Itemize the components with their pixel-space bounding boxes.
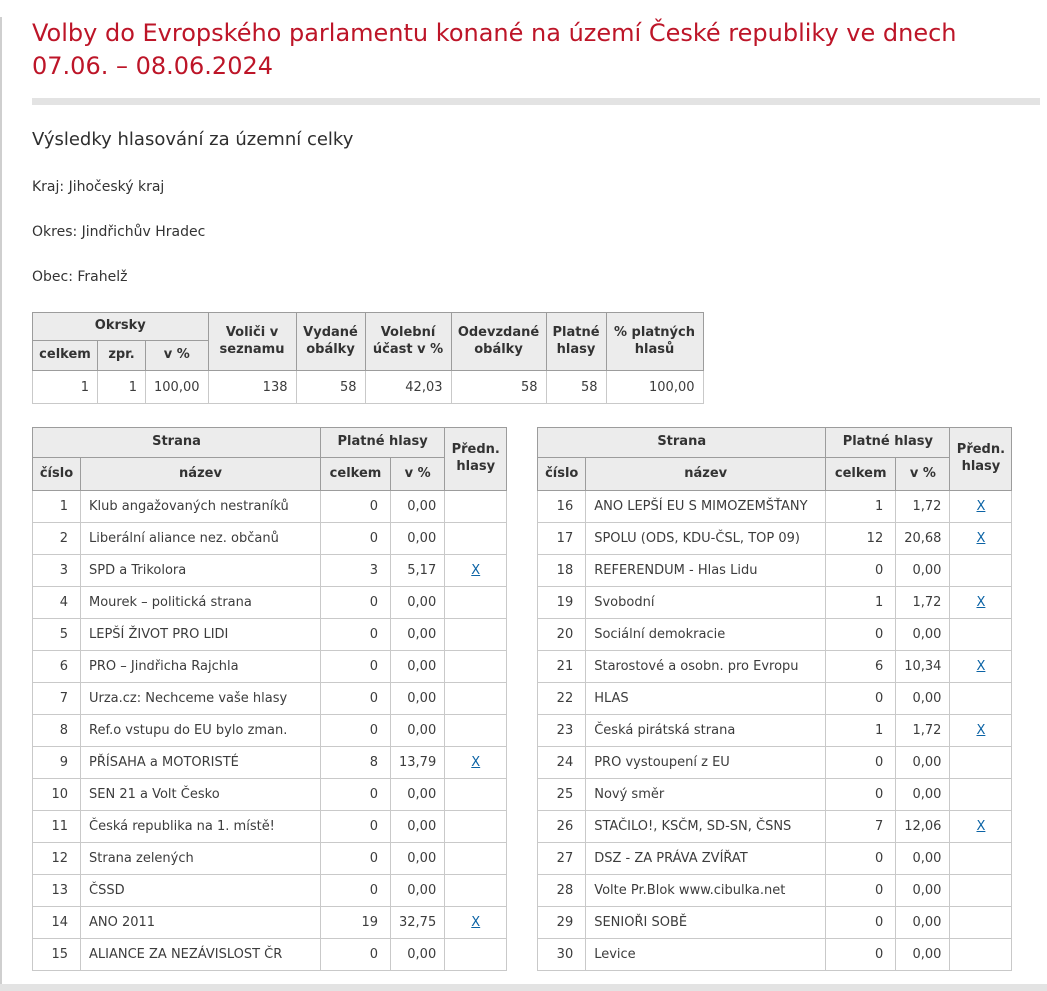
summary-data-row xyxy=(33,371,704,404)
party-name: Sociální demokracie xyxy=(586,619,826,651)
party-pref-cell xyxy=(445,811,507,843)
party-votes-total: 1 xyxy=(826,491,896,523)
summary-header-odevzdane: Odevzdané obálky xyxy=(451,313,546,371)
party-votes-total: 0 xyxy=(826,683,896,715)
party-votes-pct: 0,00 xyxy=(391,619,445,651)
party-table-right xyxy=(537,427,1012,971)
party-pref-cell xyxy=(950,683,1012,715)
party-row xyxy=(33,683,507,715)
party-pref-cell xyxy=(950,715,1012,747)
party-row xyxy=(538,715,1012,747)
party-header-predn-hlasy: Předn. hlasy xyxy=(950,428,1012,491)
party-votes-pct: 0,00 xyxy=(391,491,445,523)
party-row xyxy=(538,651,1012,683)
party-votes-pct: 0,00 xyxy=(896,779,950,811)
party-number: 19 xyxy=(538,587,586,619)
party-votes-total: 19 xyxy=(321,907,391,939)
party-header-cislo: číslo xyxy=(538,458,586,491)
party-pref-cell xyxy=(950,811,1012,843)
party-row xyxy=(538,747,1012,779)
party-votes-pct: 1,72 xyxy=(896,587,950,619)
party-votes-pct: 0,00 xyxy=(391,843,445,875)
party-pref-cell xyxy=(445,555,507,587)
party-pref-cell xyxy=(445,747,507,779)
party-number: 10 xyxy=(33,779,81,811)
party-votes-pct: 12,06 xyxy=(896,811,950,843)
party-name: Urza.cz: Nechceme vaše hlasy xyxy=(81,683,321,715)
party-votes-total: 3 xyxy=(321,555,391,587)
party-header-platne-hlasy: Platné hlasy xyxy=(321,428,445,458)
party-pref-cell xyxy=(445,779,507,811)
party-votes-pct: 0,00 xyxy=(391,811,445,843)
preferential-votes-link[interactable]: X xyxy=(976,499,986,514)
party-number: 21 xyxy=(538,651,586,683)
summary-okrsky-celkem: 1 xyxy=(33,371,98,404)
party-votes-total: 7 xyxy=(826,811,896,843)
party-name: HLAS xyxy=(586,683,826,715)
party-number: 5 xyxy=(33,619,81,651)
preferential-votes-link[interactable]: X xyxy=(976,819,986,834)
party-votes-pct: 0,00 xyxy=(896,747,950,779)
party-number: 12 xyxy=(33,843,81,875)
summary-header-okrsky: Okrsky xyxy=(33,313,209,341)
preferential-votes-link[interactable]: X xyxy=(976,595,986,610)
party-name: Levice xyxy=(586,939,826,971)
party-votes-total: 0 xyxy=(321,491,391,523)
party-votes-total: 0 xyxy=(321,619,391,651)
party-number: 20 xyxy=(538,619,586,651)
summary-vydane: 58 xyxy=(296,371,365,404)
summary-okrsky-v-pct: 100,00 xyxy=(146,371,209,404)
summary-header-celkem: celkem xyxy=(33,341,98,371)
party-number: 25 xyxy=(538,779,586,811)
party-votes-total: 0 xyxy=(321,939,391,971)
party-row xyxy=(33,747,507,779)
preferential-votes-link[interactable]: X xyxy=(471,563,481,578)
party-name: ČSSD xyxy=(81,875,321,907)
summary-platne: 58 xyxy=(546,371,606,404)
party-name: SPOLU (ODS, KDU-ČSL, TOP 09) xyxy=(586,523,826,555)
party-row xyxy=(33,779,507,811)
party-votes-total: 0 xyxy=(826,779,896,811)
party-header-nazev: název xyxy=(81,458,321,491)
party-name: Strana zelených xyxy=(81,843,321,875)
party-pref-cell xyxy=(445,875,507,907)
party-name: SPD a Trikolora xyxy=(81,555,321,587)
party-row xyxy=(538,811,1012,843)
party-row xyxy=(538,555,1012,587)
party-number: 11 xyxy=(33,811,81,843)
page-title-line2: 07.06. – 08.06.2024 xyxy=(32,52,274,80)
party-row xyxy=(538,907,1012,939)
party-row xyxy=(538,587,1012,619)
party-votes-pct: 0,00 xyxy=(391,939,445,971)
party-name: DSZ - ZA PRÁVA ZVÍŘAT xyxy=(586,843,826,875)
party-number: 14 xyxy=(33,907,81,939)
party-row xyxy=(33,587,507,619)
region-kraj: Kraj: Jihočeský kraj xyxy=(32,179,165,195)
party-votes-pct: 0,00 xyxy=(896,843,950,875)
summary-header-zpr: zpr. xyxy=(98,341,146,371)
summary-header-pct-platnych: % platných hlasů xyxy=(606,313,703,371)
party-votes-pct: 0,00 xyxy=(896,683,950,715)
party-row xyxy=(538,939,1012,971)
party-header-nazev: název xyxy=(586,458,826,491)
party-pref-cell xyxy=(445,939,507,971)
party-name: Starostové a osobn. pro Evropu xyxy=(586,651,826,683)
party-row xyxy=(538,683,1012,715)
party-header-strana: Strana xyxy=(538,428,826,458)
party-votes-pct: 32,75 xyxy=(391,907,445,939)
party-table-left xyxy=(32,427,507,971)
party-number: 23 xyxy=(538,715,586,747)
party-name: ANO 2011 xyxy=(81,907,321,939)
party-votes-total: 1 xyxy=(826,587,896,619)
party-pref-cell xyxy=(950,939,1012,971)
party-pref-cell xyxy=(445,715,507,747)
preferential-votes-link[interactable]: X xyxy=(471,915,481,930)
region-okres: Okres: Jindřichův Hradec xyxy=(32,224,206,240)
summary-odevzdane: 58 xyxy=(451,371,546,404)
party-row xyxy=(33,523,507,555)
party-votes-pct: 13,79 xyxy=(391,747,445,779)
party-votes-pct: 0,00 xyxy=(391,651,445,683)
party-header-celkem: celkem xyxy=(321,458,391,491)
party-number: 2 xyxy=(33,523,81,555)
party-votes-total: 0 xyxy=(826,907,896,939)
party-votes-total: 0 xyxy=(321,715,391,747)
party-header-celkem: celkem xyxy=(826,458,896,491)
party-votes-total: 0 xyxy=(321,523,391,555)
party-pref-cell xyxy=(950,587,1012,619)
party-row xyxy=(33,811,507,843)
party-row xyxy=(33,555,507,587)
preferential-votes-link[interactable]: X xyxy=(976,723,986,738)
party-row xyxy=(33,491,507,523)
party-row xyxy=(33,619,507,651)
party-name: Mourek – politická strana xyxy=(81,587,321,619)
party-row xyxy=(538,523,1012,555)
title-divider xyxy=(32,98,1040,105)
party-number: 16 xyxy=(538,491,586,523)
summary-header-volici: Voliči v seznamu xyxy=(208,313,296,371)
party-votes-total: 0 xyxy=(321,875,391,907)
party-votes-pct: 0,00 xyxy=(391,779,445,811)
party-pref-cell xyxy=(950,779,1012,811)
party-votes-total: 0 xyxy=(826,939,896,971)
party-pref-cell xyxy=(445,651,507,683)
party-name: Klub angažovaných nestraníků xyxy=(81,491,321,523)
party-name: ALIANCE ZA NEZÁVISLOST ČR xyxy=(81,939,321,971)
party-votes-total: 0 xyxy=(321,683,391,715)
party-number: 9 xyxy=(33,747,81,779)
party-votes-pct: 10,34 xyxy=(896,651,950,683)
party-votes-pct: 0,00 xyxy=(896,907,950,939)
party-number: 13 xyxy=(33,875,81,907)
party-pref-cell xyxy=(445,491,507,523)
party-votes-pct: 1,72 xyxy=(896,491,950,523)
page-title xyxy=(32,17,1047,83)
party-number: 29 xyxy=(538,907,586,939)
party-row xyxy=(33,875,507,907)
party-header-platne-hlasy: Platné hlasy xyxy=(826,428,950,458)
party-row xyxy=(538,491,1012,523)
party-number: 17 xyxy=(538,523,586,555)
party-votes-total: 0 xyxy=(321,843,391,875)
scrollbar-horizontal[interactable] xyxy=(0,984,1047,991)
party-pref-cell xyxy=(950,875,1012,907)
party-name: Nový směr xyxy=(586,779,826,811)
party-row xyxy=(538,779,1012,811)
party-number: 22 xyxy=(538,683,586,715)
party-row xyxy=(538,875,1012,907)
region-obec: Obec: Frahelž xyxy=(32,269,128,285)
party-row xyxy=(33,843,507,875)
party-row xyxy=(33,907,507,939)
party-pref-cell xyxy=(950,619,1012,651)
party-row xyxy=(33,715,507,747)
summary-volici: 138 xyxy=(208,371,296,404)
party-pref-cell xyxy=(950,843,1012,875)
party-votes-pct: 0,00 xyxy=(391,875,445,907)
party-votes-total: 0 xyxy=(321,651,391,683)
party-name: REFERENDUM - Hlas Lidu xyxy=(586,555,826,587)
party-votes-pct: 1,72 xyxy=(896,715,950,747)
party-name: Česká republika na 1. místě! xyxy=(81,811,321,843)
page-content xyxy=(0,17,1047,971)
party-name: Volte Pr.Blok www.cibulka.net xyxy=(586,875,826,907)
party-votes-total: 6 xyxy=(826,651,896,683)
party-name: PŘÍSAHA a MOTORISTÉ xyxy=(81,747,321,779)
page-left-border xyxy=(0,17,2,991)
party-number: 4 xyxy=(33,587,81,619)
party-votes-pct: 0,00 xyxy=(896,619,950,651)
party-pref-cell xyxy=(950,555,1012,587)
preferential-votes-link[interactable]: X xyxy=(976,659,986,674)
summary-pct-platnych: 100,00 xyxy=(606,371,703,404)
party-votes-pct: 0,00 xyxy=(391,523,445,555)
party-pref-cell xyxy=(445,683,507,715)
page-title-line1: Volby do Evropského parlamentu konané na území České republiky ve dnech xyxy=(32,19,957,47)
party-pref-cell xyxy=(950,651,1012,683)
party-name: Ref.o vstupu do EU bylo zman. xyxy=(81,715,321,747)
party-votes-pct: 0,00 xyxy=(391,587,445,619)
party-header-predn-hlasy: Předn. hlasy xyxy=(445,428,507,491)
party-votes-total: 0 xyxy=(826,843,896,875)
summary-header-ucast: Volební účast v % xyxy=(365,313,451,371)
party-pref-cell xyxy=(950,907,1012,939)
party-name: ANO LEPŠÍ EU S MIMOZEMŠŤANY xyxy=(586,491,826,523)
party-votes-total: 8 xyxy=(321,747,391,779)
results-subtitle: Výsledky hlasování za územní celky xyxy=(32,129,354,150)
party-header-cislo: číslo xyxy=(33,458,81,491)
party-votes-total: 0 xyxy=(321,779,391,811)
party-votes-total: 0 xyxy=(826,747,896,779)
party-votes-pct: 5,17 xyxy=(391,555,445,587)
party-number: 15 xyxy=(33,939,81,971)
party-row xyxy=(538,619,1012,651)
party-header-strana: Strana xyxy=(33,428,321,458)
party-votes-total: 0 xyxy=(321,587,391,619)
party-pref-cell xyxy=(445,907,507,939)
party-number: 6 xyxy=(33,651,81,683)
party-votes-total: 0 xyxy=(321,811,391,843)
party-pref-cell xyxy=(950,491,1012,523)
party-votes-total: 0 xyxy=(826,555,896,587)
party-votes-total: 1 xyxy=(826,715,896,747)
party-votes-pct: 0,00 xyxy=(896,875,950,907)
party-name: Česká pirátská strana xyxy=(586,715,826,747)
preferential-votes-link[interactable]: X xyxy=(471,755,481,770)
party-pref-cell xyxy=(950,523,1012,555)
party-number: 18 xyxy=(538,555,586,587)
party-tables xyxy=(32,427,1047,971)
summary-table xyxy=(32,312,704,404)
party-number: 30 xyxy=(538,939,586,971)
summary-header-v-pct: v % xyxy=(146,341,209,371)
party-header-v-pct: v % xyxy=(391,458,445,491)
party-number: 8 xyxy=(33,715,81,747)
party-number: 27 xyxy=(538,843,586,875)
party-name: SEN 21 a Volt Česko xyxy=(81,779,321,811)
party-row xyxy=(33,651,507,683)
summary-ucast: 42,03 xyxy=(365,371,451,404)
party-votes-pct: 0,00 xyxy=(896,939,950,971)
party-name: LEPŠÍ ŽIVOT PRO LIDI xyxy=(81,619,321,651)
party-name: SENIOŘI SOBĚ xyxy=(586,907,826,939)
party-pref-cell xyxy=(445,619,507,651)
party-votes-total: 0 xyxy=(826,619,896,651)
party-name: STAČILO!, KSČM, SD-SN, ČSNS xyxy=(586,811,826,843)
party-number: 7 xyxy=(33,683,81,715)
party-name: PRO vystoupení z EU xyxy=(586,747,826,779)
summary-okrsky-zpr: 1 xyxy=(98,371,146,404)
party-number: 1 xyxy=(33,491,81,523)
summary-header-vydane: Vydané obálky xyxy=(296,313,365,371)
party-number: 28 xyxy=(538,875,586,907)
party-votes-total: 0 xyxy=(826,875,896,907)
summary-header-platne: Platné hlasy xyxy=(546,313,606,371)
party-votes-pct: 0,00 xyxy=(391,715,445,747)
party-pref-cell xyxy=(950,747,1012,779)
party-name: PRO – Jindřicha Rajchla xyxy=(81,651,321,683)
party-pref-cell xyxy=(445,587,507,619)
party-pref-cell xyxy=(445,523,507,555)
party-header-v-pct: v % xyxy=(896,458,950,491)
party-row xyxy=(538,843,1012,875)
party-votes-pct: 0,00 xyxy=(391,683,445,715)
party-votes-total: 12 xyxy=(826,523,896,555)
party-number: 26 xyxy=(538,811,586,843)
preferential-votes-link[interactable]: X xyxy=(976,531,986,546)
party-name: Liberální aliance nez. občanů xyxy=(81,523,321,555)
party-row xyxy=(33,939,507,971)
party-number: 24 xyxy=(538,747,586,779)
party-votes-pct: 0,00 xyxy=(896,555,950,587)
party-name: Svobodní xyxy=(586,587,826,619)
party-pref-cell xyxy=(445,843,507,875)
party-votes-pct: 20,68 xyxy=(896,523,950,555)
party-number: 3 xyxy=(33,555,81,587)
